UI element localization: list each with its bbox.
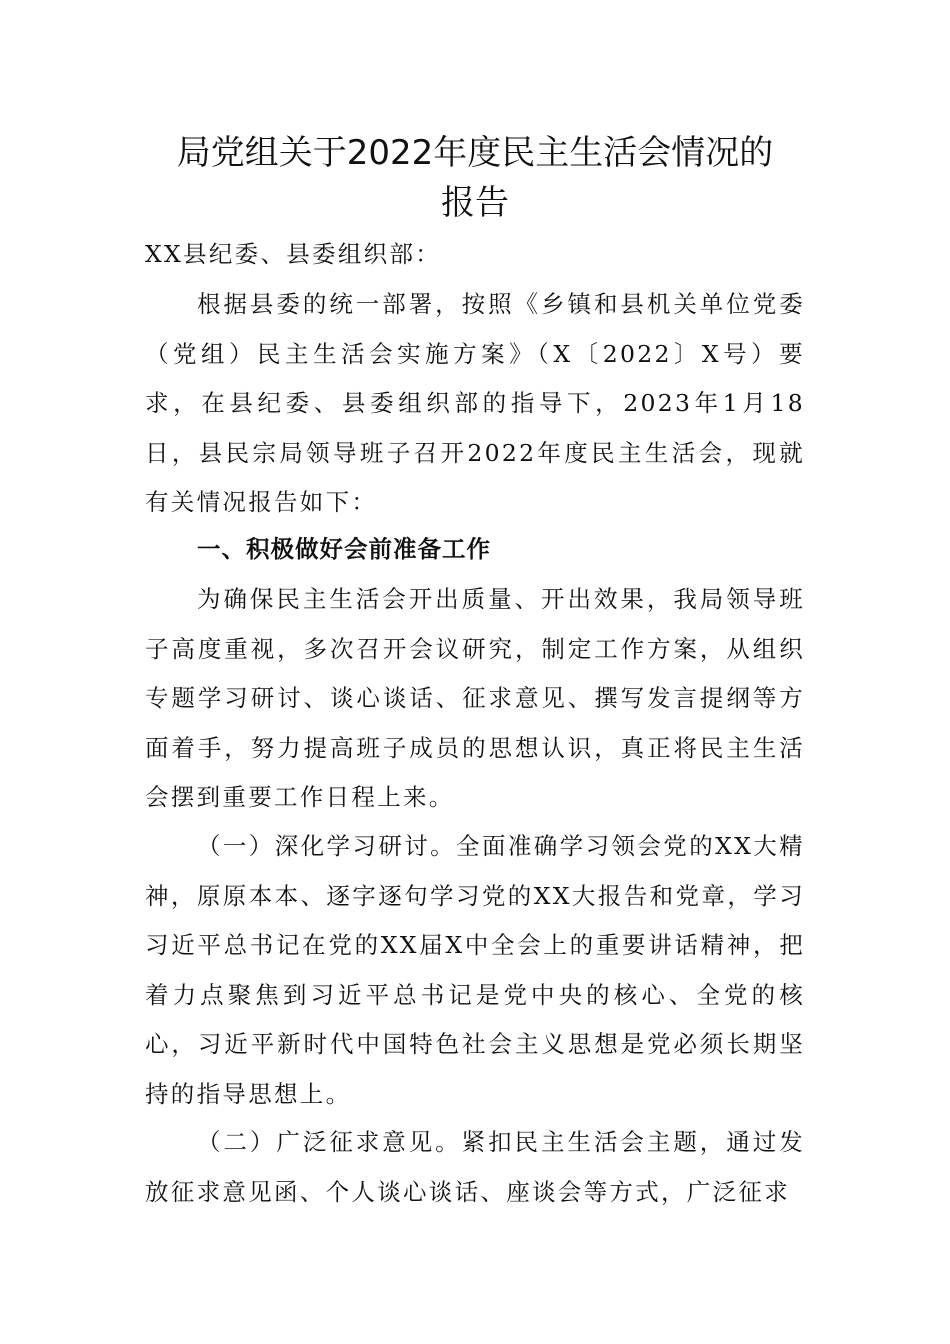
section-heading-1: 一、积极做好会前准备工作 bbox=[197, 535, 491, 563]
addressee: XX县纪委、县委组织部： bbox=[145, 240, 442, 268]
document-title-line-1: 局党组关于2022年度民主生活会情况的 bbox=[176, 133, 774, 173]
intro-paragraph: 根据县委的统一部署，按照《乡镇和县机关单位党委（党组）民主生活会实施方案》（X〔2022〕X号）要求，在县纪委、县委组织部的指导下，2023年1月18日，县民宗局领导班子召开2022年度民主生活会，现就有关情况报告如下： bbox=[145, 290, 805, 516]
item-2-paragraph: （二）广泛征求意见。紧扣民主生活会主题，通过发放征求意见函、个人谈心谈话、座谈会等方式，广泛征求 bbox=[145, 1128, 805, 1206]
document-title-line-2: 报告 bbox=[441, 183, 509, 223]
section-1-paragraph: 为确保民主生活会开出质量、开出效果，我局领导班子高度重视，多次召开会议研究，制定工作方案，从组织专题学习研讨、谈心谈话、征求意见、撰写发言提纲等方面着手，努力提高班子成员的思想认识，真正将民主生活会摆到重要工作日程上来。 bbox=[145, 585, 805, 811]
item-1-paragraph: （一）深化学习研讨。全面准确学习领会党的XX大精神，原原本本、逐字逐句学习党的XX大报告和党章，学习习近平总书记在党的XX届X中全会上的重要讲话精神，把着力点聚焦到习近平总书记是党中央的核心、全党的核心，习近平新时代中国特色社会主义思想是党必须长期坚持的指导思想上。 bbox=[145, 832, 805, 1108]
